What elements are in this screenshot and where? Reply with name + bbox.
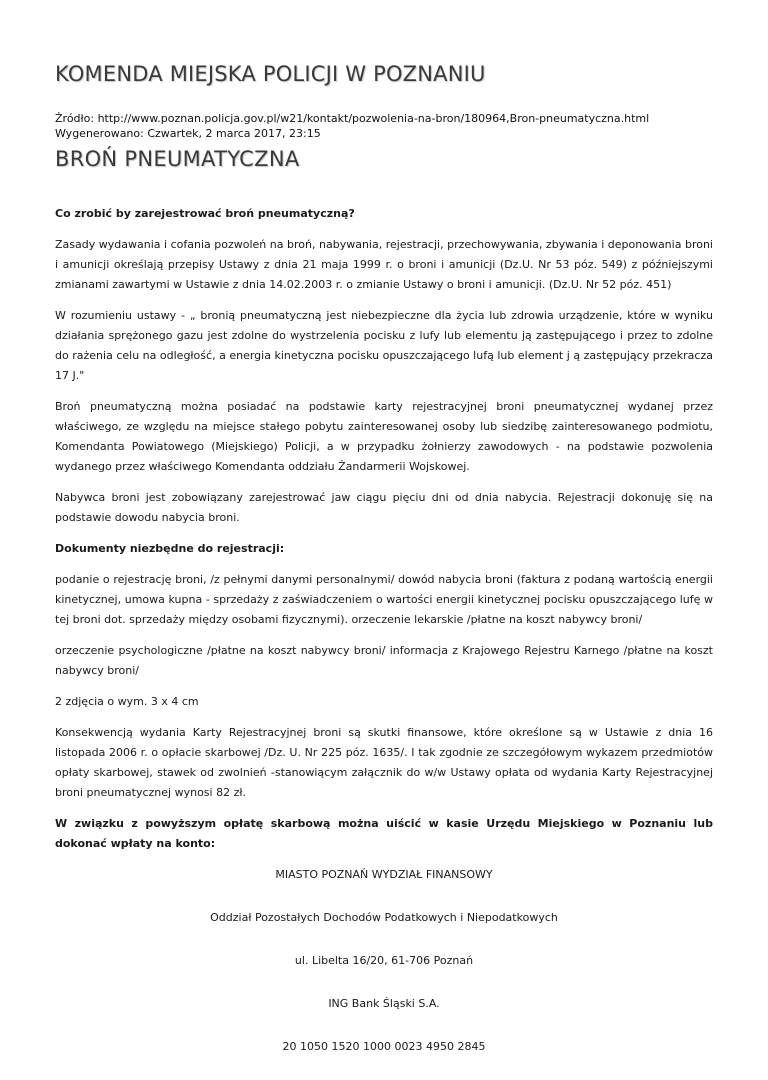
article-body (55, 204, 713, 1080)
article-title: BROŃ PNEUMATYCZNA (55, 147, 300, 171)
bank-account-number: 20 1050 1520 1000 0023 4950 2845 (282, 1040, 486, 1053)
organization-title: KOMENDA MIEJSKA POLICJI W POZNANIU (55, 62, 486, 86)
paragraph-legal-basis: Zasady wydawania i cofania pozwoleń na broń, nabywania, rejestracji, przechowywania, zbywania i deponowania broni i amunicji określają przepisy Ustawy z dnia 21 maja 1999 r. o broni i amunicji (Dz.U. Nr 53 póz. 549) z późniejszymi zmianami zawartymi w Ustawie z dnia 14.02.2003 r. o zmianie Ustawy o broni i amunicji. (Dz.U. Nr 52 póz. 451) (55, 238, 713, 291)
paragraph-documents-list: podanie o rejestrację broni, /z pełnymi danymi personalnymi/ dowód nabycia broni (faktura z podaną wartością energii kinetycznej, umowa kupna - sprzedaży z zaświadczeniem o wartości energii kinetycznej pocisku opuszczającego lufę w tej broni dot. sprzedaży między osobami fizycznymi). orzeczenie lekarskie /płatne na koszt nabywcy broni/ (55, 573, 713, 626)
generated-line: Wygenerowano: Czwartek, 2 marca 2017, 23:15 (55, 127, 321, 140)
paragraph-psychological: orzeczenie psychologiczne /płatne na koszt nabywcy broni/ informacja z Krajowego Rejestru Karnego /płatne na koszt nabywcy broni/ (55, 644, 713, 677)
source-line: Źródło: http://www.poznan.policja.gov.pl/w21/kontakt/pozwolenia-na-bron/180964,Bron-pneumatyczna.html (55, 112, 650, 125)
paragraph-photos: 2 zdjęcia o wym. 3 x 4 cm (55, 695, 199, 708)
payee-department: Oddział Pozostałych Dochodów Podatkowych i Niepodatkowych (210, 911, 558, 924)
bank-name: ING Bank Śląski S.A. (328, 997, 440, 1010)
paragraph-registration-card: Broń pneumatyczną można posiadać na podstawie karty rejestracyjnej broni pneumatycznej wydanej przez właściwego, ze względu na miejsce stałego pobytu zainteresowanej osoby lub siedzibę zainteresowanego podmiotu, Komendanta Powiatowego (Miejskiego) Policji, a w przypadku żołnierzy zawodowych - na podstawie pozwolenia wydanego przez właściwego Komendanta oddziału Żandarmerii Wojskowej. (55, 400, 713, 473)
question-heading: Co zrobić by zarejestrować broń pneumatyczną? (55, 207, 355, 220)
paragraph-definition: W rozumieniu ustawy - „ bronią pneumatyczną jest niebezpieczne dla życia lub zdrowia urządzenie, które w wyniku działania sprężonego gazu jest zdolne do wystrzelenia pocisku z lufy lub elementu ją zastępującego i przez to zdolne do rażenia celu na odległość, a energia kinetyczna pocisku opuszczającego lufą lub element j ą zastępujący przekracza 17 J." (55, 309, 713, 382)
payee-address: ul. Libelta 16/20, 61-706 Poznań (294, 954, 474, 967)
paragraph-fee: Konsekwencją wydania Karty Rejestracyjnej broni są skutki finansowe, które określone są w Ustawie z dnia 16 listopada 2006 r. o opłacie skarbowej /Dz. U. Nr 225 póz. 1635/. I tak zgodnie ze szczegółowym wykazem przedmiotów opłaty skarbowej, stawek od zwolnień -stanowiącym załącznik do w/w Ustawy opłata od wydania Karty Rejestracyjnej broni pneumatycznej wynosi 82 zł. (55, 726, 713, 799)
documents-heading: Dokumenty niezbędne do rejestracji: (55, 542, 285, 555)
paragraph-registration-deadline: Nabywca broni jest zobowiązany zarejestrować jaw ciągu pięciu dni od dnia nabycia. Rejestracji dokonuję się na podstawie dowodu nabycia broni. (55, 491, 713, 524)
payee-name: MIASTO POZNAŃ WYDZIAŁ FINANSOWY (275, 868, 493, 881)
document-meta (55, 111, 649, 141)
payment-heading: W związku z powyższym opłatę skarbową można uiścić w kasie Urzędu Miejskiego w Poznaniu lub dokonać wpłaty na konto: (55, 817, 713, 850)
